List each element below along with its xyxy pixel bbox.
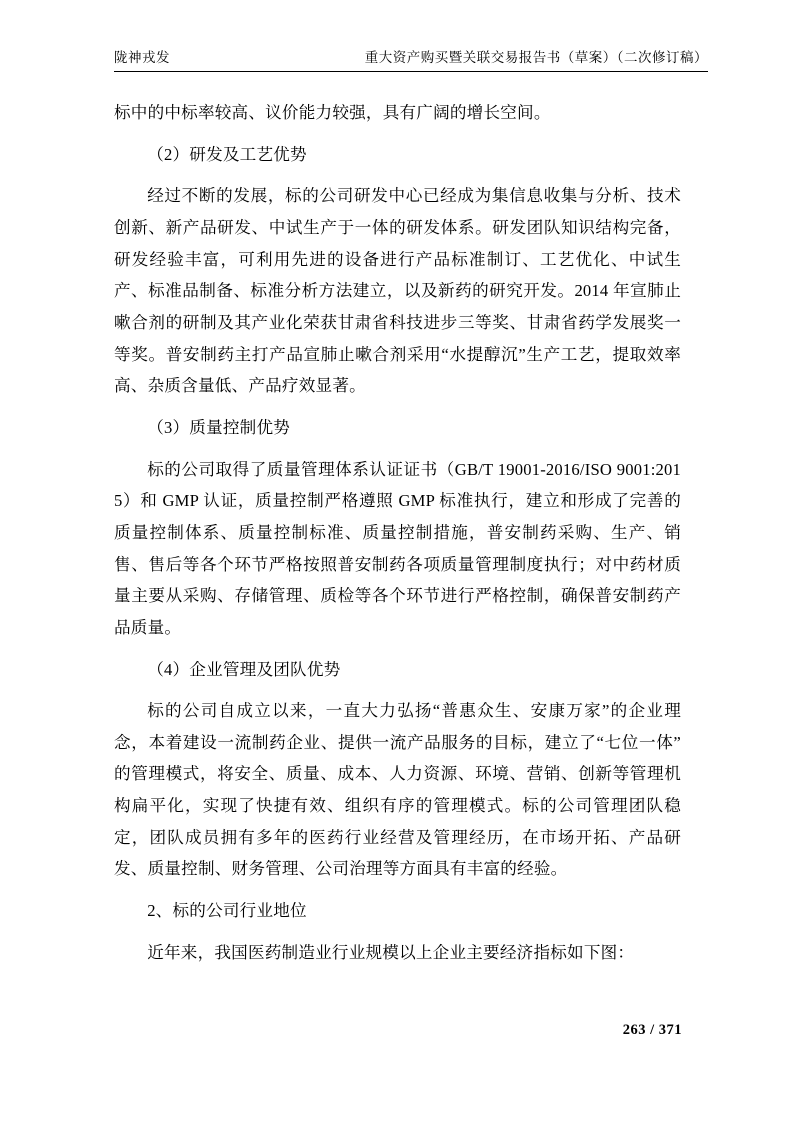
page-number: 263 / 371: [622, 1022, 682, 1038]
paragraph-rd-advantage: 经过不断的发展，标的公司研发中心已经成为集信息收集与分析、技术创新、新产品研发、中试生产于一体的研发体系。研发团队知识结构完备，研发经验丰富，可利用先进的设备进行产品标准制订、工艺优化、中试生产、标准品制备、标准分析方法建立，以及新药的研究开发。2014 年宣肺止嗽合剂的研制及其产业化荣获甘肃省科技进步三等奖、甘肃省药学发展奖一等奖。普安制药主打产品宣肺止嗽合剂采用“水提醇沉”生产工艺，提取效率高、杂质含量低、产品疗效显著。: [114, 186, 681, 396]
paragraph-industry-position: 近年来，我国医药制造业行业规模以上企业主要经济指标如下图：: [147, 942, 635, 962]
paragraph-continuation: 标中的中标率较高、议价能力较强，具有广阔的增长空间。: [114, 103, 551, 122]
section-heading-quality-advantage: （3）质量控制优势: [147, 417, 291, 437]
section-heading-industry-position: 2、标的公司行业地位: [147, 901, 307, 921]
section-heading-rd-advantage: （2）研发及工艺优势: [147, 144, 307, 164]
page-header: [114, 48, 708, 72]
header-left-title: 陇神戎发: [114, 50, 170, 65]
paragraph-management-advantage: 标的公司自成立以来，一直大力弘扬“普惠众生、安康万家”的企业理念，本着建设一流制药企业、提供一流产品服务的目标，建立了“七位一体”的管理模式，将安全、质量、成本、人力资源、环境、营销、创新等管理机构扁平化，实现了快捷有效、组织有序的管理模式。标的公司管理团队稳定，团队成员拥有多年的医药行业经营及管理经历，在市场开拓、产品研发、质量控制、财务管理、公司治理等方面具有丰富的经验。: [114, 701, 681, 879]
header-right-title: 重大资产购买暨关联交易报告书（草案）（二次修订稿）: [364, 50, 708, 65]
document-body: [114, 97, 681, 978]
section-heading-management-advantage: （4）企业管理及团队优势: [147, 659, 341, 679]
paragraph-quality-advantage: 标的公司取得了质量管理体系认证证书（GB/T 19001-2016/ISO 9001:2015）和 GMP 认证，质量控制严格遵照 GMP 标准执行，建立和形成了完善的质量控制体系、质量控制标准、质量控制措施，普安制药采购、生产、销售、售后等各个环节严格按照普安制药各项质量管理制度执行；对中药材质量主要从采购、存储管理、质检等各个环节进行严格控制，确保普安制药产品质量。: [114, 459, 681, 637]
